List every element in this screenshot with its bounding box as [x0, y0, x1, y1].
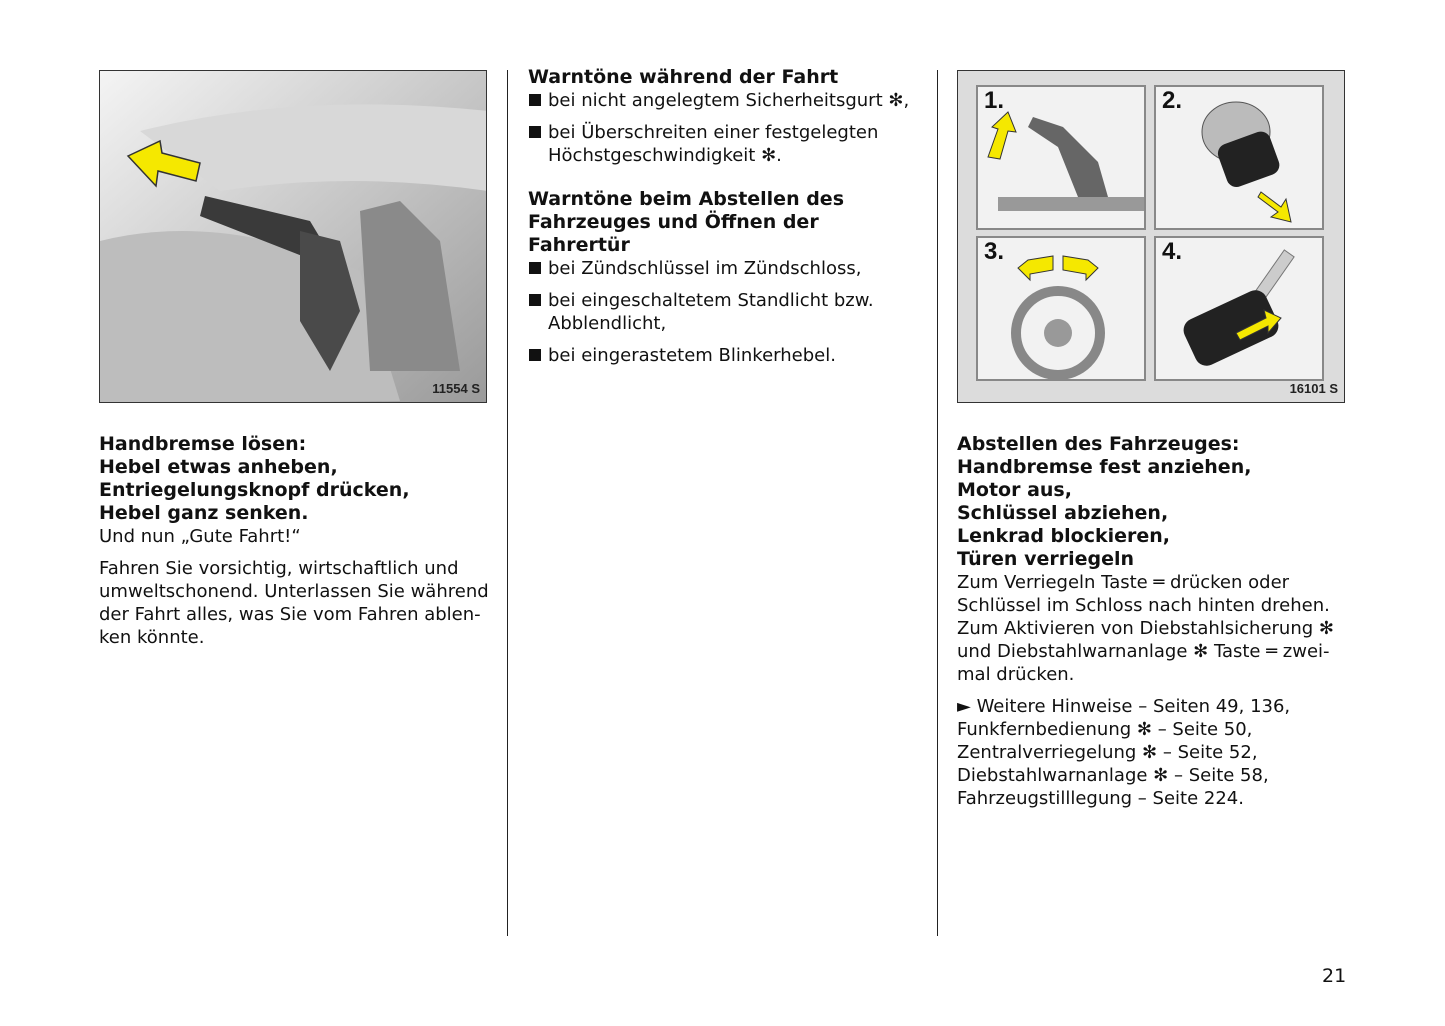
step-panel-2: 2. — [1154, 85, 1324, 230]
reference-line: Zentralverriegelung ✻ – Seite 52, — [957, 742, 1258, 763]
body-paragraph: Fahren Sie vorsichtig, wirtschaftlich und umweltschonend. Unterlassen Sie während der Fahrt alles, was Sie vom Fahren ablen-ken könnte. — [99, 558, 489, 648]
column-divider — [937, 70, 938, 936]
figure-number: 16101 S — [1289, 381, 1338, 396]
page-number: 21 — [1322, 965, 1347, 987]
heading-line: Hebel etwas anheben, — [99, 456, 338, 478]
handbrake-instructions — [99, 433, 491, 649]
reference-line: Fahrzeugstilllegung – Seite 224. — [957, 788, 1244, 809]
heading-line: Handbremse lösen: — [99, 433, 307, 455]
middle-column — [528, 66, 923, 376]
warning-list-parking — [528, 257, 923, 367]
reference-line: Funkfernbedienung ✻ – Seite 50, — [957, 719, 1253, 740]
bullet-icon — [529, 349, 541, 361]
heading-line: Motor aus, — [957, 479, 1072, 501]
list-item: bei nicht angelegtem Sicherheitsgurt ✻, — [528, 89, 923, 112]
step-panel-4: 4. — [1154, 236, 1324, 381]
parking-steps-illustration — [957, 70, 1345, 403]
column-divider — [507, 70, 508, 936]
bullet-icon — [529, 262, 541, 274]
heading-line: Abstellen des Fahrzeuges: — [957, 433, 1240, 455]
heading-line: Schlüssel abziehen, — [957, 502, 1169, 524]
heading-line: Lenkrad blockieren, — [957, 525, 1171, 547]
handbrake-drawing — [100, 71, 487, 403]
handbrake-illustration — [99, 70, 487, 403]
intro-text: Und nun „Gute Fahrt!“ — [99, 526, 301, 547]
reference-line: Diebstahlwarnanlage ✻ – Seite 58, — [957, 765, 1269, 786]
bullet-icon — [529, 126, 541, 138]
reference-line: ► Weitere Hinweise – Seiten 49, 136, — [957, 696, 1291, 717]
list-item: bei Zündschlüssel im Zündschloss, — [528, 257, 923, 280]
warning-list-driving — [528, 89, 923, 167]
bullet-icon — [529, 94, 541, 106]
section-heading: Warntöne beim Abstellen des — [528, 188, 845, 210]
list-item: bei eingeschaltetem Standlicht bzw. Abblendlicht, — [528, 289, 923, 335]
step-panel-1: 1. — [976, 85, 1146, 230]
heading-line: Handbremse fest anziehen, — [957, 456, 1252, 478]
left-column — [99, 70, 491, 649]
section-heading: Warntöne während der Fahrt — [528, 66, 839, 88]
list-item: bei eingerastetem Blinkerhebel. — [528, 344, 923, 367]
step-panel-3: 3. — [976, 236, 1146, 381]
heading-line: Entriegelungsknopf drücken, — [99, 479, 410, 501]
section-heading: Fahrzeuges und Öffnen der Fahrertür — [528, 211, 819, 256]
figure-number: 11554 S — [432, 381, 480, 396]
right-column — [957, 70, 1349, 810]
list-item: bei Überschreiten einer festgelegten Höchstgeschwindigkeit ✻. — [528, 121, 923, 167]
locking-paragraph: Zum Verriegeln Taste ═ drücken oder Schlüssel im Schloss nach hinten drehen. Zum Aktivieren von Diebstahlsicherung ✻ und Diebstahlwarnanlage ✻ Taste ═ zwei-mal drücken. — [957, 572, 1334, 685]
bullet-icon — [529, 294, 541, 306]
heading-line: Türen verriegeln — [957, 548, 1135, 570]
parking-instructions — [957, 433, 1349, 810]
heading-line: Hebel ganz senken. — [99, 502, 309, 524]
